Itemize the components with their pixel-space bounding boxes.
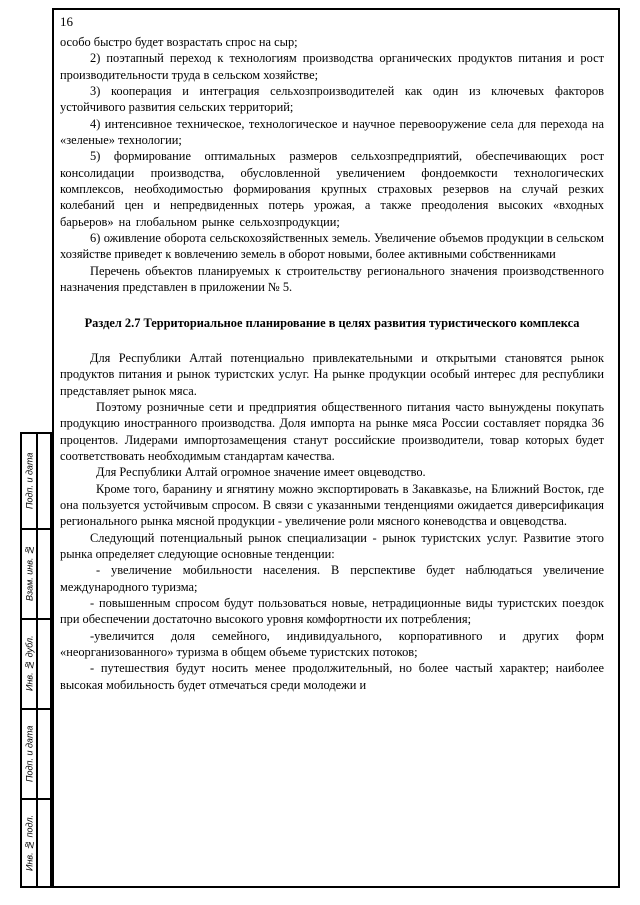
paragraph: Для Республики Алтай огромное значение имеет овцеводство. (96, 465, 426, 480)
paragraph: Кроме того, баранину и ягнятину можно экспортировать в Закавказье, на Ближний Восток, где она пользуется устойчивым спросом. В связи с указанными тенденциями ожидается диверсификация регионального рынка мясной продукции - увеличение роли мясного коневодства и овцеводства. (60, 481, 604, 529)
list-item: - увеличение мобильности населения. В перспективе будет наблюдаться увеличение международного туризма; (60, 563, 604, 594)
list-item: 4) интенсивное техническое, технологическое и научное перевооружение села для перехода на «зеленые» технологии; (60, 116, 604, 148)
paragraph: Следующий потенциальный рынок специализации - рынок туристских услуг. Развитие этого рынка определяет следующие основные тенденции: (60, 530, 604, 561)
list-item: 2) поэтапный переход к технологиям производства органических продуктов питания и рост производительности труда в сельском хозяйстве; (60, 51, 604, 82)
stamp-label-duplicate-inventory: Инв. № дубл. (24, 635, 35, 692)
list-item: - путешествия будут носить менее продолжительный, но более частый характер; наиболее высокая мобильность будет отмечаться среди молодежи и (60, 661, 604, 692)
list-item: 3) кооперация и интеграция сельхозпроизводителей как один из ключевых факторов устойчивого развития сельских территорий; (60, 84, 604, 115)
approval-stamp-sidebar (20, 432, 52, 888)
list-item: 6) оживление оборота сельскохозяйственных земель. Увеличение объемов продукции в сельском хозяйстве приведет к вовлечению земель в оборот новыми, более активными собственниками (60, 231, 604, 262)
section-heading: Раздел 2.7 Территориальное планирование в целях развития туристического комплекса (84, 315, 580, 330)
stamp-label-replacement-inventory: Взам. инв. № (24, 545, 35, 602)
list-item: 5) формирование оптимальных размеров сельхозпредприятий, обеспечивающих рост консолидации производства, обусловленной увеличением фондоемкости технологических комплексов, необходимостью формирования крупных страховых резервов на случай резких колебаний цен и непредвиденных потерь урожая, а также преодоления высоких «входных барьеров» на глобальном рынке сельхозпродукции; (60, 149, 604, 229)
paragraph: Для Республики Алтай потенциально привлекательными и открытыми становятся рынок продуктов питания и рынок туристских услуг. На рынке продукции особый интерес для республики представляет рынок мяса. (60, 350, 604, 398)
paragraph: Поэтому розничные сети и предприятия общественного питания часто вынуждены покупать продукцию иностранного производства. Доля импорта на рынке мяса России составляет порядка 36 процентов. Лидерами импортозамещения станут российские производители, товар которых будет соответствовать необходимым стандартам качества. (60, 399, 604, 463)
paragraph: особо быстро будет возрастать спрос на сыр; (60, 35, 298, 49)
list-item: - повышенным спросом будут пользоваться новые, нетрадиционные виды туристских поездок при обеспечении достаточно высокого уровня комфортности их потребления; (60, 596, 604, 627)
page-number: 16 (60, 14, 73, 29)
list-item: -увеличится доля семейного, индивидуального, корпоративного и других форм «неорганизованного» туризма в общем объеме туристских потоков; (60, 628, 604, 660)
stamp-label-signature-date-2: Подп. и дата (24, 725, 35, 782)
document-body (60, 34, 604, 693)
stamp-label-signature-date: Подп. и дата (24, 452, 35, 510)
stamp-label-original-inventory: Инв. № подл. (24, 814, 35, 871)
paragraph: Перечень объектов планируемых к строительству регионального значения производственного назначения представлен в приложении № 5. (60, 263, 604, 295)
